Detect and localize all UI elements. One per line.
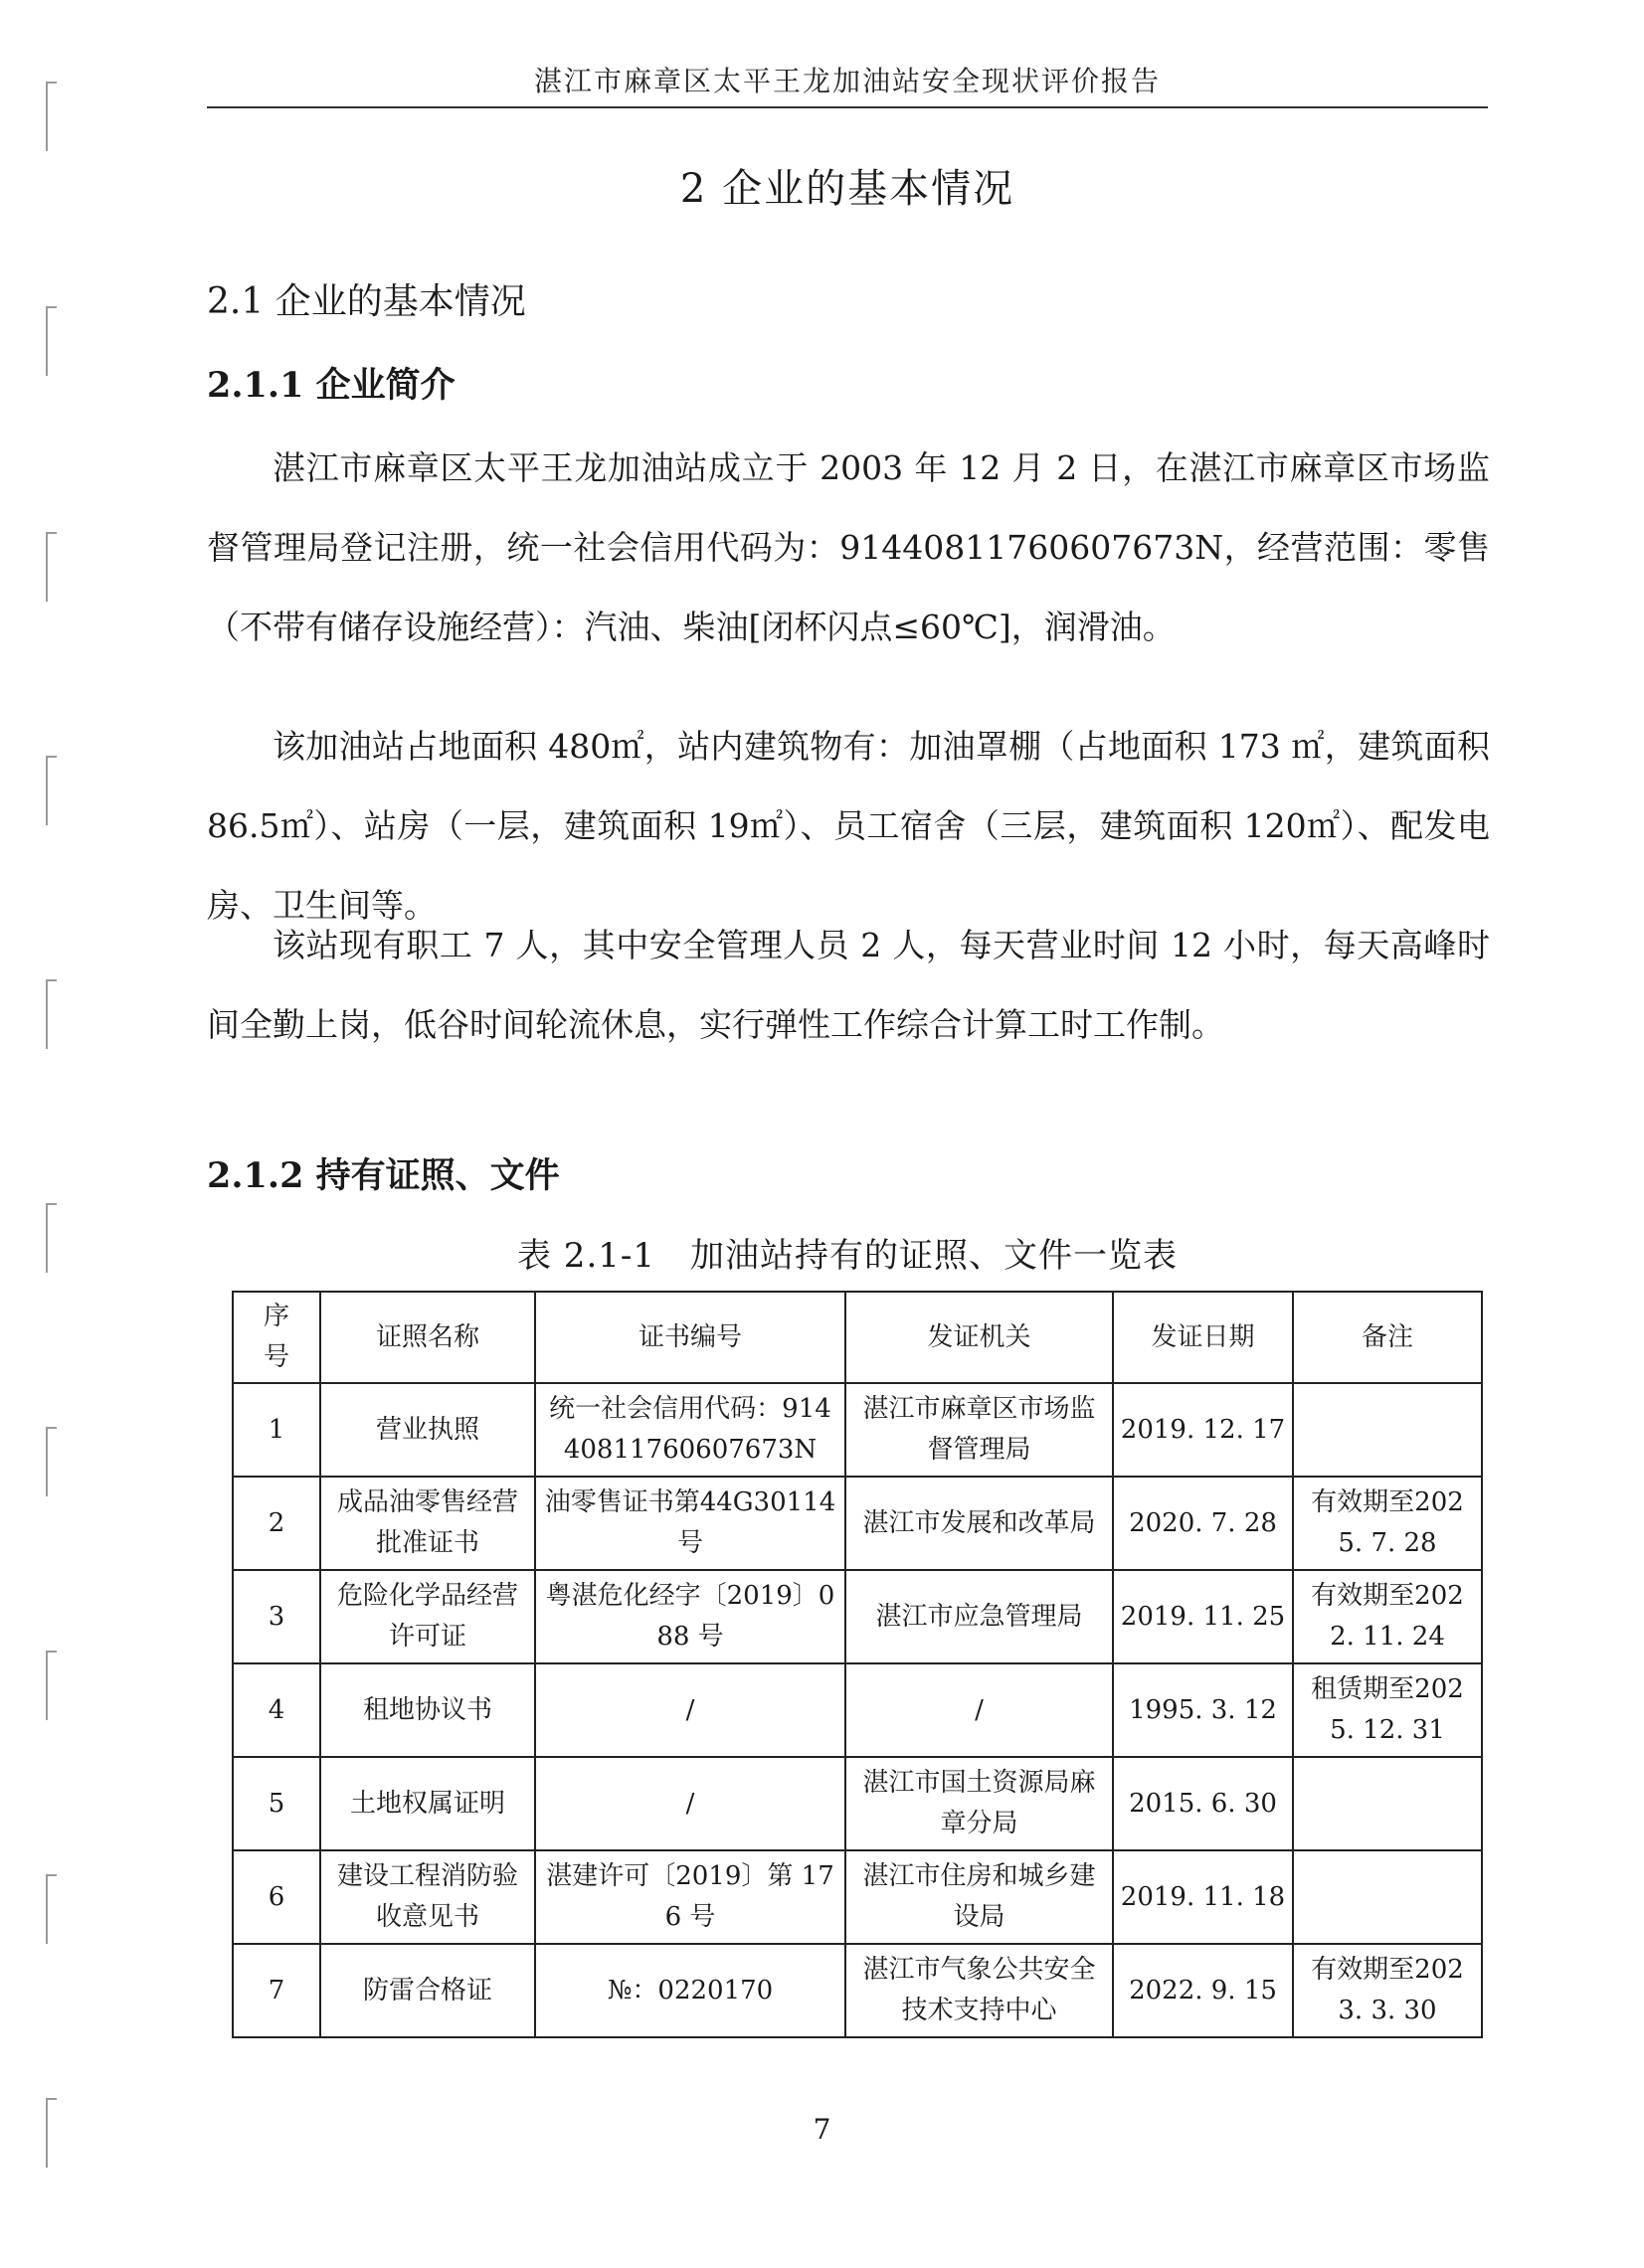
binding-mark xyxy=(46,1203,57,1273)
cell-date: 1995. 3. 12 xyxy=(1113,1663,1293,1757)
cell-number: 湛建许可〔2019〕第 176 号 xyxy=(535,1850,845,1944)
cell-remarks: 有效期至2023. 3. 30 xyxy=(1293,1944,1482,2037)
cell-issuer: 湛江市气象公共安全技术支持中心 xyxy=(845,1944,1113,2037)
table-row xyxy=(233,1570,1482,1663)
header-cell-number: 证书编号 xyxy=(535,1292,845,1383)
binding-mark xyxy=(46,1427,57,1496)
cell-remarks: 有效期至2025. 7. 28 xyxy=(1293,1477,1482,1570)
cell-issuer: 湛江市国土资源局麻章分局 xyxy=(845,1757,1113,1850)
cell-name: 防雷合格证 xyxy=(320,1944,535,2037)
binding-mark xyxy=(46,1651,57,1720)
binding-mark xyxy=(46,979,57,1049)
table-row xyxy=(233,1663,1482,1757)
cell-remarks xyxy=(1293,1850,1482,1944)
cell-date: 2019. 11. 25 xyxy=(1113,1570,1293,1663)
paragraph-staffing: 该站现有职工 7 人，其中安全管理人员 2 人，每天营业时间 12 小时，每天高峰时间全勤上岗，低谷时间轮流休息，实行弹性工作综合计算工时工作制。 xyxy=(207,926,1490,1044)
table-row xyxy=(233,1944,1482,2037)
paragraph-company-profile: 湛江市麻章区太平王龙加油站成立于 2003 年 12 月 2 日，在湛江市麻章区市场监督管理局登记注册，统一社会信用代码为：91440811760607673N，经营范围：零售（不带有储存设施经营）：汽油、柴油[闭杯闪点≤60℃]，润滑油。 xyxy=(207,448,1490,646)
header-cell-issuer: 发证机关 xyxy=(845,1292,1113,1383)
table-caption: 表 2.1-1 加油站持有的证照、文件一览表 xyxy=(517,1236,1178,1276)
cell-number: 粤湛危化经字〔2019〕088 号 xyxy=(535,1570,845,1663)
cell-number: / xyxy=(535,1663,845,1757)
cell-issuer: 湛江市住房和城乡建设局 xyxy=(845,1850,1113,1944)
cell-number: 统一社会信用代码：91440811760607673N xyxy=(535,1383,845,1477)
cell-number: / xyxy=(535,1757,845,1850)
page-number: 7 xyxy=(813,2113,831,2146)
cell-number: 油零售证书第44G30114 号 xyxy=(535,1477,845,1570)
header-rule xyxy=(207,106,1488,108)
cell-index: 4 xyxy=(233,1663,320,1757)
chapter-title: 2 企业的基本情况 xyxy=(679,166,1015,212)
running-header: 湛江市麻章区太平王龙加油站安全现状评价报告 xyxy=(533,65,1161,97)
cell-name: 危险化学品经营许可证 xyxy=(320,1570,535,1663)
cell-date: 2019. 11. 18 xyxy=(1113,1850,1293,1944)
binding-mark xyxy=(46,82,57,151)
cell-remarks xyxy=(1293,1757,1482,1850)
cell-index: 3 xyxy=(233,1570,320,1663)
cell-index: 2 xyxy=(233,1477,320,1570)
cell-name: 成品油零售经营批准证书 xyxy=(320,1477,535,1570)
cell-remarks: 有效期至2022. 11. 24 xyxy=(1293,1570,1482,1663)
header-cell-remarks: 备注 xyxy=(1293,1292,1482,1383)
cell-issuer: 湛江市发展和改革局 xyxy=(845,1477,1113,1570)
cell-name: 建设工程消防验收意见书 xyxy=(320,1850,535,1944)
table-row xyxy=(233,1383,1482,1477)
cell-date: 2019. 12. 17 xyxy=(1113,1383,1293,1477)
binding-mark xyxy=(46,756,57,825)
cell-issuer: / xyxy=(845,1663,1113,1757)
cell-index: 7 xyxy=(233,1944,320,2037)
binding-mark xyxy=(46,1874,57,1944)
cell-remarks xyxy=(1293,1383,1482,1477)
table-row xyxy=(233,1477,1482,1570)
section-title: 2.1 企业的基本情况 xyxy=(207,281,526,322)
cell-issuer: 湛江市应急管理局 xyxy=(845,1570,1113,1663)
cell-date: 2022. 9. 15 xyxy=(1113,1944,1293,2037)
table-header-row xyxy=(233,1292,1482,1383)
header-cell-index: 序号 xyxy=(233,1292,320,1383)
cell-name: 租地协议书 xyxy=(320,1663,535,1757)
cell-index: 6 xyxy=(233,1850,320,1944)
cell-index: 5 xyxy=(233,1757,320,1850)
binding-mark xyxy=(46,306,57,376)
cell-date: 2020. 7. 28 xyxy=(1113,1477,1293,1570)
subsection-title-profile: 2.1.1 企业简介 xyxy=(207,365,456,406)
table-row xyxy=(233,1850,1482,1944)
subsection-title-licenses: 2.1.2 持有证照、文件 xyxy=(207,1155,560,1196)
paragraph-site-area: 该加油站占地面积 480㎡，站内建筑物有：加油罩棚（占地面积 173 ㎡，建筑面积 86.5㎡）、站房（一层，建筑面积 19㎡）、员工宿舍（三层，建筑面积 120㎡）、配发电房、卫生间等。 xyxy=(207,727,1490,925)
cell-name: 营业执照 xyxy=(320,1383,535,1477)
cell-index: 1 xyxy=(233,1383,320,1477)
cell-date: 2015. 6. 30 xyxy=(1113,1757,1293,1850)
header-cell-name: 证照名称 xyxy=(320,1292,535,1383)
table-row xyxy=(233,1757,1482,1850)
cell-name: 土地权属证明 xyxy=(320,1757,535,1850)
cell-number: №：0220170 xyxy=(535,1944,845,2037)
license-table xyxy=(232,1291,1483,2038)
header-cell-date: 发证日期 xyxy=(1113,1292,1293,1383)
cell-remarks: 租赁期至2025. 12. 31 xyxy=(1293,1663,1482,1757)
cell-issuer: 湛江市麻章区市场监督管理局 xyxy=(845,1383,1113,1477)
binding-mark xyxy=(46,532,57,602)
